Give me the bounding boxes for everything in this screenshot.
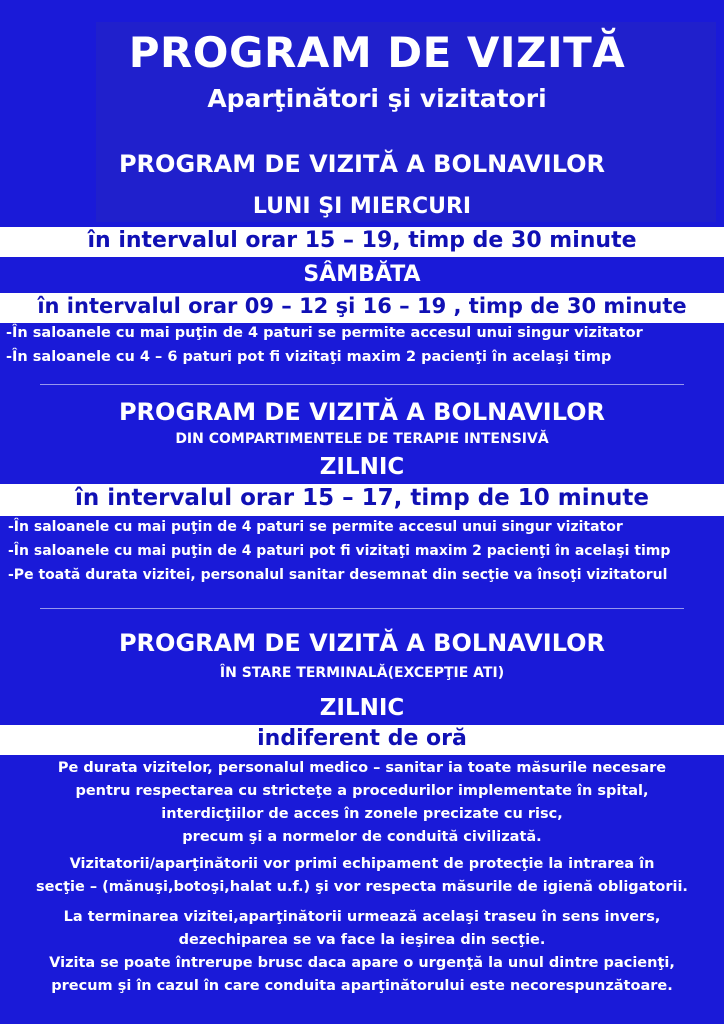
section3-note-10: precum şi în cazul în care conduita aparţinătorului este necorespunzătoare. (51, 978, 673, 994)
section2-days: ZILNIC (319, 454, 405, 480)
section2-rule-1: -În saloanele cu mai puţin de 4 paturi se permite accesul unui singur vizitator (8, 519, 623, 535)
section3-note-8: dezechiparea se va face la ieşirea din secţie. (178, 932, 546, 948)
section2-rule-3: -Pe toată durata vizitei, personalul sanitar desemnat din secţie va însoţi vizitatorul (8, 567, 668, 583)
section-divider (40, 608, 684, 609)
section2-heading: PROGRAM DE VIZITĂ A BOLNAVILOR (118, 398, 606, 426)
section2-interval: în intervalul orar 15 – 17, timp de 10 minute (74, 485, 649, 511)
section3-heading: PROGRAM DE VIZITĂ A BOLNAVILOR (118, 629, 606, 657)
section3-note-5: Vizitatorii/aparţinătorii vor primi echipament de protecţie la intrarea în (69, 856, 655, 872)
section1-days-mon-wed: LUNI ŞI MIERCURI (252, 194, 472, 219)
section3-note-6: secţie – (mănuşi,botoşi,halat u.f.) şi vor respecta măsurile de igienă obligatorii. (36, 879, 688, 895)
section3-note-9: Vizita se poate întrerupe brusc daca apare o urgenţă la unul dintre pacienţi, (49, 955, 675, 971)
section1-interval1: în intervalul orar 15 – 19, timp de 30 minute (87, 228, 637, 253)
section3-days: ZILNIC (319, 695, 405, 721)
section1-rule-1: -În saloanele cu mai puţin de 4 paturi se permite accesul unui singur vizitator (6, 325, 643, 341)
page-subtitle: Aparţinători şi vizitatori (207, 84, 547, 113)
section3-note-4: precum şi a normelor de conduită civilizată. (182, 829, 542, 845)
section3-note-7: La terminarea vizitei,aparţinătorii urmează acelaşi traseu în sens invers, (63, 909, 661, 925)
section3-note-2: pentru respectarea cu stricteţe a procedurilor implementate în spital, (75, 783, 649, 799)
section1-rule-2: -În saloanele cu 4 – 6 paturi pot fi vizitaţi maxim 2 pacienţi în acelaşi timp (6, 349, 612, 365)
section1-interval2: în intervalul orar 09 – 12 şi 16 – 19 , timp de 30 minute (37, 294, 687, 318)
section-divider (40, 384, 684, 385)
section3-subheading: ÎN STARE TERMINALĂ(EXCEPŢIE ATI) (219, 665, 505, 681)
section1-heading: PROGRAM DE VIZITĂ A BOLNAVILOR (118, 150, 606, 178)
section1-days-saturday: SÂMBĂTA (303, 262, 421, 287)
section3-note-1: Pe durata vizitelor, personalul medico – sanitar ia toate măsurile necesare (57, 760, 667, 776)
page-title: PROGRAM DE VIZITĂ (128, 28, 626, 77)
section2-subheading: DIN COMPARTIMENTELE DE TERAPIE INTENSIVĂ (175, 431, 549, 447)
section2-rule-2: -În saloanele cu mai puţin de 4 paturi pot fi vizitaţi maxim 2 pacienţi în acelaşi timp (8, 543, 671, 559)
section3-interval: indiferent de oră (257, 726, 467, 751)
section3-note-3: interdicţiilor de acces în zonele precizate cu risc, (161, 806, 563, 822)
